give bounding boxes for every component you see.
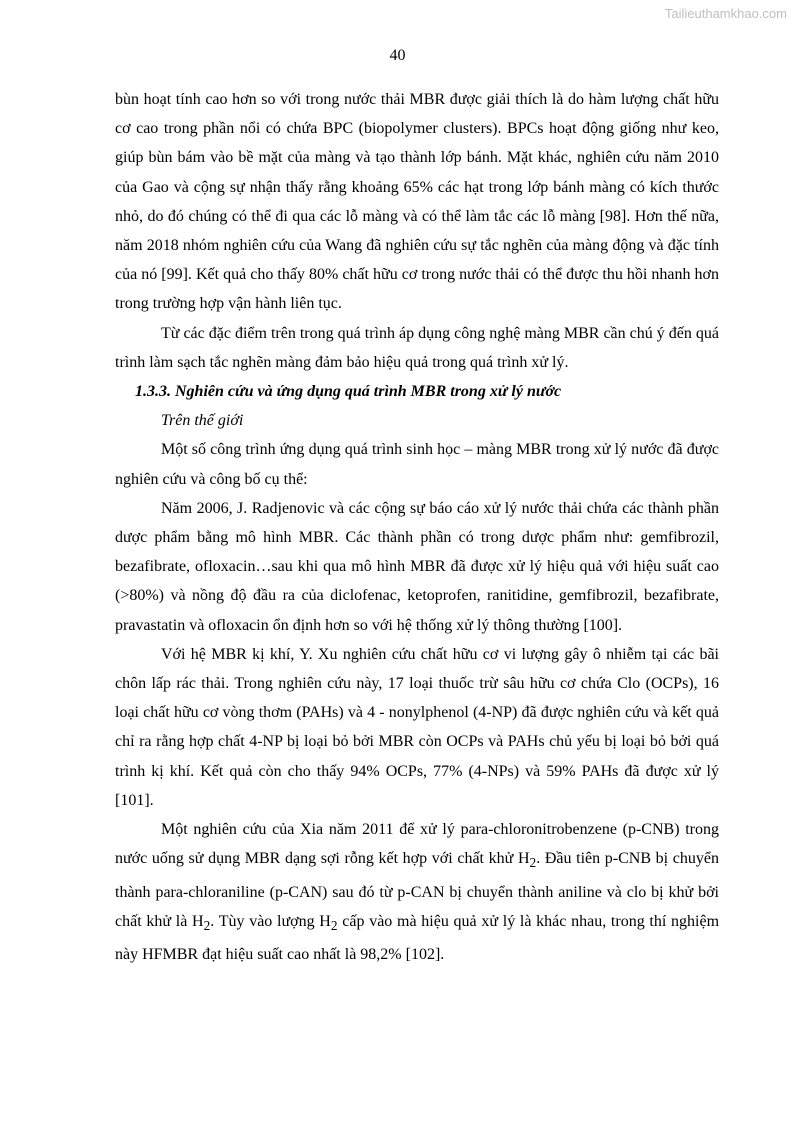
document-body (115, 85, 719, 969)
subscript-2: 2 (529, 855, 537, 871)
paragraph-6-part-4: cấp vào mà hiệu quả xử lý là khác nhau, trong thí nghiệm này HFMBR đạt hiệu suất cao nhất là 98,2% [102]. (115, 912, 720, 964)
subsection-heading: Trên thế giới (161, 412, 244, 430)
paragraph-2: Từ các đặc điểm trên trong quá trình áp dụng công nghệ màng MBR cần chú ý đến quá trình làm sạch tắc nghẽn màng đảm bảo hiệu quả trong quá trình xử lý. (115, 324, 719, 371)
watermark: Tailieuthamkhao.com (664, 6, 787, 21)
paragraph-1: bùn hoạt tính cao hơn so với trong nước thải MBR được giải thích là do hàm lượng chất hữu cơ cao trong phần nổi có chứa BPC (biopolymer clusters). BPCs hoạt động giống như keo, giúp bùn bám vào bề mặt của màng và tạo thành lớp bánh. Mặt khác, nghiên cứu năm 2010 của Gao và cộng sự nhận thấy rằng khoảng 65% các hạt trong lớp bánh màng có kích thước nhỏ, do đó chúng có thể đi qua các lỗ màng và có thể làm tắc các lỗ màng [98]. Hơn thế nữa, năm 2018 nhóm nghiên cứu của Wang đã nghiên cứu sự tắc nghẽn của màng động và đặc tính của nó [99]. Kết quả cho thấy 80% chất hữu cơ trong nước thải có thể được thu hồi nhanh hơn trong trường hợp vận hành liên tục. (115, 91, 719, 313)
paragraph-6-part-3: . Tùy vào lượng H (210, 912, 331, 930)
subscript-2: 2 (330, 918, 338, 934)
section-heading: 1.3.3. Nghiên cứu và ứng dụng quá trình MBR trong xử lý nước (135, 383, 562, 401)
subscript-2: 2 (203, 918, 211, 934)
page-number: 40 (389, 47, 406, 64)
paragraph-6-part-1: Một nghiên cứu của Xia năm 2011 để xử lý para-chloronitrobenzene (p-CNB) trong nước uống sử dụng MBR dạng sợi rỗng kết hợp với chất khử H (115, 821, 719, 868)
paragraph-6 (115, 815, 719, 969)
paragraph-5: Với hệ MBR kị khí, Y. Xu nghiên cứu chất hữu cơ vi lượng gây ô nhiễm tại các bãi chôn lấp rác thải. Trong nghiên cứu này, 17 loại thuốc trừ sâu hữu cơ chứa Clo (OCPs), 16 loại chất hữu cơ vòng thơm (PAHs) và 4 - nonylphenol (4-NP) đã được nghiên cứu và kết quả chỉ ra rằng hợp chất 4-NP bị loại bỏ bởi MBR còn OCPs và PAHs chủ yếu bị loại bỏ bởi quá trình kị khí. Kết quả còn cho thấy 94% OCPs, 77% (4-NPs) và 59% PAHs đã được xử lý [101]. (115, 645, 719, 809)
paragraph-3: Một số công trình ứng dụng quá trình sinh học – màng MBR trong xử lý nước đã được nghiên cứu và công bố cụ thể: (115, 441, 719, 488)
paragraph-4: Năm 2006, J. Radjenovic và các cộng sự báo cáo xử lý nước thải chứa các thành phần dược phẩm bằng mô hình MBR. Các thành phần có trong dược phẩm như: gemfibrozil, bezafibrate, ofloxacin…sau khi qua mô hình MBR đã được xử lý hiệu quả với hiệu suất cao (>80%) và nồng độ đầu ra của diclofenac, ketoprofen, ranitidine, gemfibrozil, bezafibrate, pravastatin và ofloxacin ổn định hơn so với hệ thống xử lý thông thường [100]. (115, 499, 719, 634)
paragraph-6-part-2: . Đầu tiên p-CNB bị chuyển thành para-chloraniline (p-CAN) sau đó từ p-CAN bị chuyển thành aniline và clo bị khử bởi chất khử là H (115, 850, 719, 930)
